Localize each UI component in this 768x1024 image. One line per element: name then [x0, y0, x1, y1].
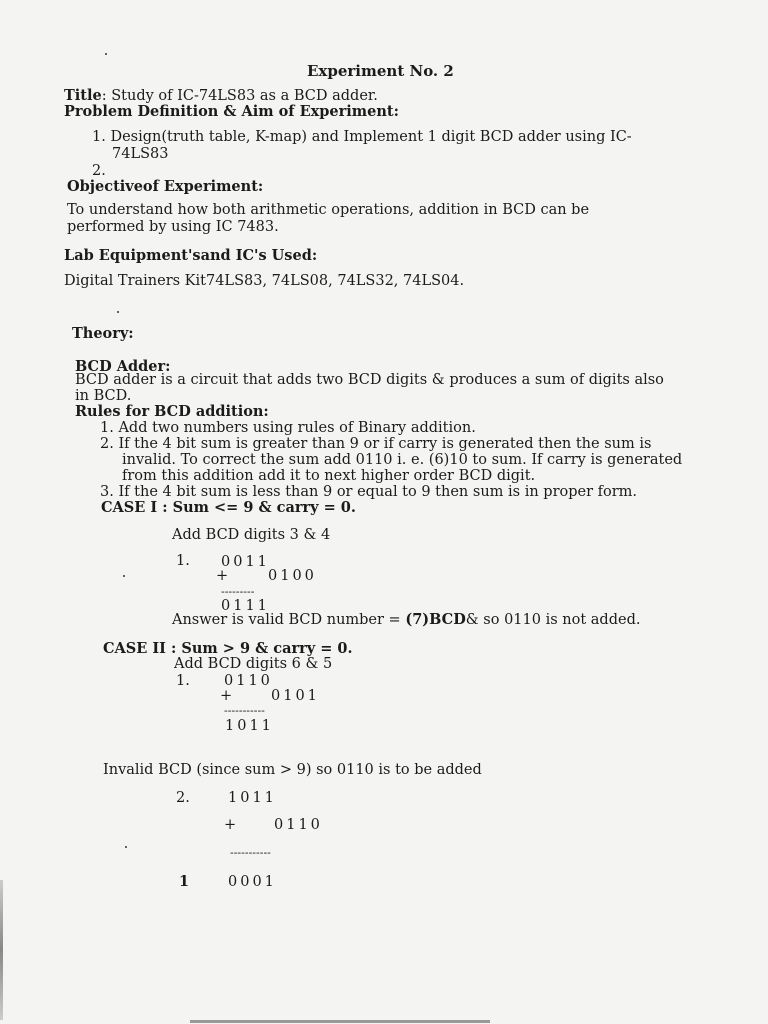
equipment-text: Digital Trainers Kit74LS83, 74LS08, 74LS32, 74LS04. — [64, 273, 465, 289]
bcd-adder-line-2: in BCD. — [75, 388, 132, 404]
objective-line-2: performed by using IC 7483. — [67, 219, 279, 235]
case-1-addend-a: 0011 — [221, 554, 270, 570]
title-text: : Study of IC-74LS83 as a BCD adder. — [101, 88, 378, 104]
rule-2-cont-2: from this addition add it to next higher order BCD digit. — [122, 468, 536, 484]
rule-2-cont-1: invalid. To correct the sum add 0110 i. e. (6)10 to sum. If carry is generated — [122, 452, 683, 468]
objective-heading: Objectiveof Experiment: — [67, 178, 264, 195]
problem-item-1-cont: 74LS83 — [112, 146, 169, 162]
case-1-rule: --------- — [221, 585, 255, 598]
speck — [105, 53, 107, 55]
case-1-sum: 0111 — [221, 598, 270, 614]
bcd-adder-heading: BCD Adder: — [75, 358, 171, 375]
equipment-heading: Lab Equipment'sand IC's Used: — [64, 247, 318, 264]
case-2-plus: + — [220, 688, 233, 704]
case-2-step-2-number: 2. — [176, 790, 190, 806]
problem-heading: Problem Definition & Aim of Experiment: — [64, 103, 399, 120]
case-1-number: 1. — [176, 553, 190, 569]
case-2-result: 0001 — [228, 874, 277, 890]
rule-2: 2. If the 4 bit sum is greater than 9 or if carry is generated then the sum is — [100, 436, 652, 452]
answer-value: (7)BCD — [405, 611, 466, 628]
case-2-addend-a: 0110 — [224, 673, 273, 689]
page-bottom-edge — [190, 1020, 490, 1023]
page-edge-shadow — [0, 880, 3, 1020]
answer-text: Answer is valid BCD number = — [172, 612, 406, 628]
case-1-plus: + — [216, 568, 229, 584]
speck — [123, 575, 125, 577]
problem-item-2: 2. — [92, 163, 106, 179]
speck — [125, 846, 127, 848]
rules-heading: Rules for BCD addition: — [75, 403, 269, 420]
case-2-invalid-note: Invalid BCD (since sum > 9) so 0110 is to be added — [103, 762, 482, 778]
case-2-intro: Add BCD digits 6 & 5 — [174, 656, 333, 672]
case-1-intro: Add BCD digits 3 & 4 — [172, 527, 331, 543]
speck — [117, 311, 119, 313]
case-2-rule-2: ----------- — [230, 846, 271, 859]
case-2-heading: CASE II : Sum > 9 & carry = 0. — [103, 640, 353, 657]
title-line — [64, 88, 378, 104]
case-2-sum: 1011 — [225, 718, 274, 734]
case-2-addend-d: 0110 — [274, 817, 323, 833]
objective-line-1: To understand how both arithmetic operations, addition in BCD can be — [67, 202, 590, 218]
case-2-rule: ----------- — [224, 704, 265, 717]
case-2-carry: 1 — [179, 873, 190, 890]
answer-tail: & so 0110 is not added. — [465, 612, 641, 628]
title-label: Title — [64, 87, 102, 104]
case-2-addend-b: 0101 — [271, 688, 320, 704]
case-1-heading: CASE I : Sum <= 9 & carry = 0. — [101, 499, 356, 516]
rule-1: 1. Add two numbers using rules of Binary addition. — [100, 420, 476, 436]
problem-item-1: 1. Design(truth table, K-map) and Implement 1 digit BCD adder using IC- — [92, 129, 632, 145]
theory-heading: Theory: — [72, 325, 134, 342]
case-2-addend-c: 1011 — [228, 790, 277, 806]
case-1-answer — [172, 612, 640, 628]
case-2-plus-2: + — [224, 817, 237, 833]
rule-3: 3. If the 4 bit sum is less than 9 or equal to 9 then sum is in proper form. — [100, 484, 638, 500]
case-1-addend-b: 0100 — [268, 568, 317, 584]
page-title: Experiment No. 2 — [307, 62, 454, 80]
case-2-number: 1. — [176, 673, 190, 689]
bcd-adder-line-1: BCD adder is a circuit that adds two BCD digits & produces a sum of digits also — [75, 372, 664, 388]
